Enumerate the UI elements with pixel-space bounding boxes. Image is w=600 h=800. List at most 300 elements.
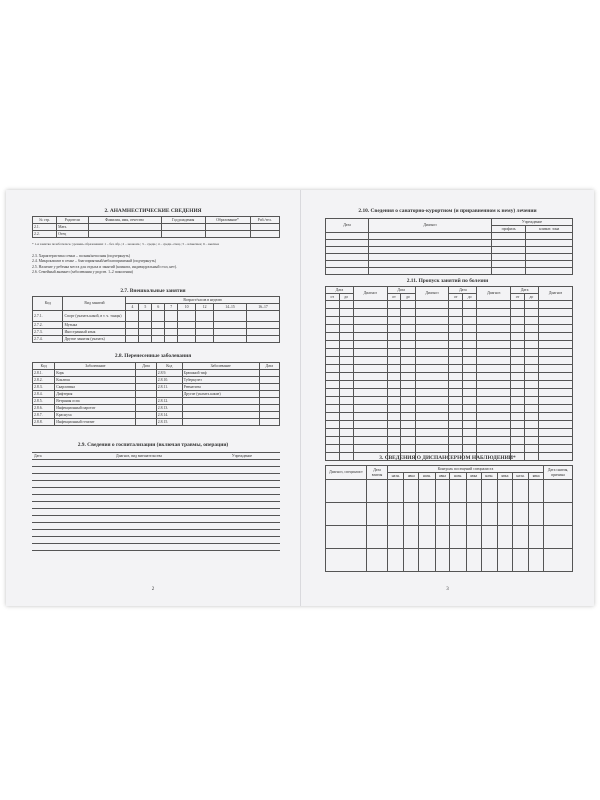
table-cell — [401, 325, 415, 333]
table-cell — [196, 322, 214, 329]
table-cell — [388, 503, 404, 526]
visit-col: назн. — [481, 473, 497, 480]
table-cell — [353, 333, 387, 341]
table-cell — [152, 311, 165, 322]
table-cell — [449, 333, 463, 341]
table-cell — [388, 549, 404, 572]
table-cell — [401, 365, 415, 373]
header-cell: Дата — [259, 363, 279, 370]
age-col: 10 — [178, 304, 196, 311]
table-cell — [526, 254, 573, 261]
col-date: Дата — [387, 287, 415, 294]
row-code: 2.7.3. — [33, 329, 63, 336]
table-cell — [415, 357, 449, 365]
disease-name: Ветряная оспа — [55, 398, 136, 405]
table-cell — [511, 365, 525, 373]
disease-date — [259, 391, 279, 398]
table-cell — [339, 365, 353, 373]
table-cell — [369, 254, 492, 261]
table-cell — [401, 357, 415, 365]
table-cell — [544, 526, 573, 549]
table-cell — [463, 309, 477, 317]
table-cell — [511, 341, 525, 349]
table-cell — [326, 526, 367, 549]
table-row — [326, 397, 573, 405]
table-cell — [511, 357, 525, 365]
header-cell: Код — [156, 363, 182, 370]
table-row — [326, 503, 573, 526]
col-to: до — [524, 294, 538, 301]
disease-name: Краснуха — [55, 412, 136, 419]
table-cell — [353, 357, 387, 365]
table-cell — [178, 311, 196, 322]
table-cell — [88, 231, 161, 238]
table-cell — [544, 549, 573, 572]
table-cell — [477, 365, 511, 373]
table-cell — [326, 437, 340, 445]
table-cell — [161, 224, 205, 231]
table-cell — [401, 437, 415, 445]
table-cell — [415, 317, 449, 325]
table-cell — [529, 480, 544, 503]
table-cell — [339, 357, 353, 365]
table-cell — [387, 309, 401, 317]
table-cell — [463, 373, 477, 381]
table-cell — [511, 309, 525, 317]
table-cell — [401, 429, 415, 437]
table-cell — [326, 309, 340, 317]
table-cell — [339, 381, 353, 389]
document-spread — [6, 190, 594, 606]
table-cell — [539, 405, 573, 413]
table-cell — [126, 336, 139, 343]
visit-col: назн. — [450, 473, 466, 480]
table-row — [32, 460, 280, 467]
col-code: Код — [33, 297, 63, 311]
age-col: 5 — [139, 304, 152, 311]
disease-date — [136, 419, 156, 426]
table-cell — [477, 413, 511, 421]
table-cell — [526, 233, 573, 240]
disease-code: 2.8.5. — [33, 398, 55, 405]
table-row — [33, 398, 280, 405]
education-footnote: * 1-я заметка позаботьтесь: уровень образования: 1 – без обр.; 2 – неоконч.; 3 – средн.; 4 – средн.-спец.; 5 – н/высшее; 6 – высшее — [32, 242, 220, 246]
table-cell — [339, 341, 353, 349]
table-cell — [449, 397, 463, 405]
table-cell — [463, 325, 477, 333]
table-cell — [524, 357, 538, 365]
col-from: от — [511, 294, 525, 301]
col-from: от — [387, 294, 401, 301]
table-cell — [477, 349, 511, 357]
table-cell — [178, 329, 196, 336]
table-cell — [326, 333, 340, 341]
table-cell — [326, 349, 340, 357]
visit-col: явка — [404, 473, 419, 480]
table-cell — [544, 503, 573, 526]
table-cell — [415, 341, 449, 349]
disease-name: Другие (указать какие) — [182, 391, 259, 398]
table-cell — [247, 311, 280, 322]
table-cell — [387, 301, 401, 309]
table-cell — [511, 397, 525, 405]
table-cell — [369, 247, 492, 254]
age-col: 4 — [126, 304, 139, 311]
table-cell — [477, 389, 511, 397]
table-cell — [526, 268, 573, 275]
table-cell — [463, 349, 477, 357]
table-cell — [419, 549, 435, 572]
table-cell — [449, 349, 463, 357]
item-2-6: 2.6. Семейный анамнез (заболевания у родств. 1–2 поколения) — [32, 270, 133, 275]
table-cell — [539, 373, 573, 381]
table-cell — [539, 381, 573, 389]
table-row — [326, 526, 573, 549]
disease-name: Корь — [55, 370, 136, 377]
table-row — [33, 329, 280, 336]
table-cell — [326, 261, 369, 268]
table-cell — [196, 311, 214, 322]
activity-label: Музыка — [63, 322, 126, 329]
table-cell — [353, 301, 387, 309]
table-row — [326, 240, 573, 247]
header-cell: Дата — [136, 363, 156, 370]
table-cell — [326, 247, 369, 254]
table-cell — [326, 503, 367, 526]
table-cell — [477, 317, 511, 325]
hospitalization-table — [32, 452, 280, 551]
table-row — [33, 391, 280, 398]
table-cell — [178, 322, 196, 329]
table-cell — [449, 429, 463, 437]
table-row — [32, 502, 280, 509]
table-cell — [477, 357, 511, 365]
table-cell — [539, 397, 573, 405]
table-cell — [339, 445, 353, 453]
table-cell — [404, 549, 419, 572]
table-cell — [326, 301, 340, 309]
disease-code — [156, 391, 182, 398]
table-cell — [539, 325, 573, 333]
table-row — [33, 370, 280, 377]
table-cell — [404, 503, 419, 526]
table-cell — [524, 365, 538, 373]
table-cell — [415, 373, 449, 381]
table-cell — [463, 365, 477, 373]
table-cell — [511, 405, 525, 413]
table-cell — [387, 333, 401, 341]
table-cell — [539, 301, 573, 309]
table-row — [33, 412, 280, 419]
table-row — [326, 341, 573, 349]
disease-name — [182, 412, 259, 419]
col-date: Дата — [449, 287, 477, 294]
disease-name: Ревматизм — [182, 384, 259, 391]
table-cell — [415, 421, 449, 429]
table-row — [326, 349, 573, 357]
table-cell — [449, 301, 463, 309]
table-cell — [539, 365, 573, 373]
disease-date — [136, 398, 156, 405]
table-cell — [353, 373, 387, 381]
table-cell — [524, 421, 538, 429]
header-cell: Образование* — [205, 217, 250, 224]
table-cell — [466, 480, 481, 503]
table-row — [326, 437, 573, 445]
table-cell — [415, 389, 449, 397]
table-cell — [387, 421, 401, 429]
table-cell — [387, 373, 401, 381]
col-profile: профиль — [492, 226, 526, 233]
table-cell — [326, 389, 340, 397]
table-cell — [126, 322, 139, 329]
table-cell — [387, 437, 401, 445]
table-cell — [353, 405, 387, 413]
table-cell — [369, 233, 492, 240]
table-cell — [326, 429, 340, 437]
disease-name: Скарлатина — [55, 384, 136, 391]
table-cell — [477, 333, 511, 341]
table-cell — [477, 445, 511, 453]
table-cell — [401, 301, 415, 309]
col-date-taken: Дата взятия — [367, 466, 388, 480]
disease-code: 2.8.13. — [156, 405, 182, 412]
table-cell — [450, 526, 466, 549]
col-from: от — [326, 294, 340, 301]
table-cell — [326, 365, 340, 373]
table-cell — [449, 381, 463, 389]
parent-label: Отец — [57, 231, 88, 238]
table-cell — [449, 445, 463, 453]
table-cell — [463, 301, 477, 309]
disease-date — [136, 412, 156, 419]
table-cell — [539, 413, 573, 421]
table-row — [32, 488, 280, 495]
table-cell — [214, 311, 247, 322]
table-cell — [463, 421, 477, 429]
table-cell — [449, 421, 463, 429]
disease-date — [259, 398, 279, 405]
table-cell — [353, 317, 387, 325]
table-cell — [481, 549, 497, 572]
table-cell — [387, 349, 401, 357]
table-cell — [326, 357, 340, 365]
table-cell — [449, 341, 463, 349]
table-cell — [401, 381, 415, 389]
table-cell — [539, 421, 573, 429]
table-cell — [466, 549, 481, 572]
col-diagnosis: Диагноз — [415, 287, 449, 301]
table-cell — [512, 503, 528, 526]
table-row — [326, 254, 573, 261]
table-cell — [511, 317, 525, 325]
table-cell — [526, 240, 573, 247]
section-2-9-title: 2.9. Сведения о госпитализации (включая травмы, операции) — [77, 442, 229, 448]
table-cell — [477, 437, 511, 445]
table-cell — [492, 261, 526, 268]
table-cell — [524, 341, 538, 349]
table-cell — [466, 503, 481, 526]
table-cell — [214, 336, 247, 343]
table-cell — [415, 365, 449, 373]
row-code: 2.7.1. — [33, 311, 63, 322]
table-cell — [415, 333, 449, 341]
age-col: 7 — [165, 304, 178, 311]
col-climate: климат. зона — [526, 226, 573, 233]
table-cell — [449, 373, 463, 381]
table-cell — [139, 322, 152, 329]
table-cell — [463, 317, 477, 325]
table-cell — [387, 365, 401, 373]
table-cell — [178, 336, 196, 343]
table-cell — [481, 480, 497, 503]
table-cell — [339, 333, 353, 341]
item-2-5: 2.5. Наличие у ребенка места для отдыха и занятий (комната, индивидуальный стол, нет). — [32, 264, 177, 269]
table-cell — [524, 413, 538, 421]
disease-code: 2.8.12. — [156, 398, 182, 405]
disease-code: 2.8.10. — [156, 377, 182, 384]
disease-code: 2.8.6. — [33, 405, 55, 412]
table-cell — [498, 503, 513, 526]
col-to: до — [401, 294, 415, 301]
table-row — [326, 261, 573, 268]
table-cell — [477, 309, 511, 317]
table-cell — [353, 381, 387, 389]
table-cell — [401, 397, 415, 405]
table-cell — [463, 341, 477, 349]
header-cell: № стр. — [33, 217, 57, 224]
header-cell: Родители — [57, 217, 88, 224]
table-cell — [463, 405, 477, 413]
table-cell — [526, 261, 573, 268]
disease-date — [259, 384, 279, 391]
section-2-7-title: 2.7. Внешкольные занятия — [120, 288, 186, 294]
table-cell — [477, 397, 511, 405]
table-cell — [139, 336, 152, 343]
table-cell — [524, 381, 538, 389]
table-cell — [339, 309, 353, 317]
table-cell — [449, 317, 463, 325]
disease-code: 2.8.3. — [33, 384, 55, 391]
table-cell — [463, 445, 477, 453]
table-cell — [415, 429, 449, 437]
table-cell — [326, 421, 340, 429]
disease-code: 2.8.11. — [156, 384, 182, 391]
disease-name — [182, 398, 259, 405]
table-cell — [326, 254, 369, 261]
table-row — [326, 325, 573, 333]
table-cell — [401, 317, 415, 325]
disease-date — [136, 370, 156, 377]
table-cell — [463, 437, 477, 445]
sanatorium-table — [325, 218, 573, 275]
table-cell — [477, 421, 511, 429]
table-cell — [539, 437, 573, 445]
table-row — [326, 301, 573, 309]
table-cell — [415, 309, 449, 317]
table-row — [326, 357, 573, 365]
table-cell — [152, 336, 165, 343]
col-date: Дата — [511, 287, 539, 294]
table-row — [32, 537, 280, 544]
disease-date — [259, 377, 279, 384]
table-cell — [466, 526, 481, 549]
table-cell — [477, 405, 511, 413]
table-cell — [463, 333, 477, 341]
table-cell — [161, 231, 205, 238]
table-cell — [524, 333, 538, 341]
table-row — [32, 495, 280, 502]
table-row — [32, 544, 280, 551]
table-cell — [326, 341, 340, 349]
table-cell — [524, 325, 538, 333]
table-cell — [492, 240, 526, 247]
table-cell — [450, 480, 466, 503]
table-cell — [367, 549, 388, 572]
table-cell — [524, 437, 538, 445]
header-cell: Раб./тел. — [250, 217, 280, 224]
table-cell — [498, 526, 513, 549]
table-cell — [539, 317, 573, 325]
absences-table — [325, 286, 573, 461]
table-cell — [524, 309, 538, 317]
table-cell — [529, 503, 544, 526]
table-cell — [511, 413, 525, 421]
table-row — [326, 309, 573, 317]
table-row — [326, 549, 573, 572]
table-cell — [250, 224, 280, 231]
table-cell — [339, 429, 353, 437]
col-date: Дата — [326, 219, 369, 233]
col-date: Дата — [34, 454, 42, 458]
table-cell — [387, 405, 401, 413]
table-cell — [369, 240, 492, 247]
table-cell — [481, 526, 497, 549]
table-cell — [339, 389, 353, 397]
disease-name: Туберкулез — [182, 377, 259, 384]
table-cell — [353, 429, 387, 437]
table-row — [326, 333, 573, 341]
table-cell — [387, 389, 401, 397]
col-diagnosis: Диагноз — [353, 287, 387, 301]
table-cell — [524, 445, 538, 453]
disease-name: Инфекционный гепатит — [55, 419, 136, 426]
age-col: 14–15 — [214, 304, 247, 311]
table-cell — [544, 480, 573, 503]
col-diagnosis: Диагноз — [369, 219, 492, 233]
visit-col: явка — [529, 473, 544, 480]
table-cell — [539, 389, 573, 397]
disease-name: Дифтерия — [55, 391, 136, 398]
table-cell — [353, 365, 387, 373]
table-cell — [353, 325, 387, 333]
table-cell — [511, 389, 525, 397]
table-cell — [435, 526, 450, 549]
table-cell — [353, 437, 387, 445]
dispensary-table — [325, 465, 573, 572]
table-row — [32, 516, 280, 523]
table-cell — [326, 373, 340, 381]
table-cell — [463, 397, 477, 405]
table-cell — [88, 224, 161, 231]
parents-table — [32, 216, 280, 238]
table-cell — [326, 397, 340, 405]
table-cell — [326, 413, 340, 421]
item-2-3: 2.3. Характеристика семьи – полная/неполная (подчеркнуть) — [32, 254, 131, 258]
table-cell — [247, 336, 280, 343]
table-row — [326, 389, 573, 397]
page-left — [6, 190, 301, 606]
